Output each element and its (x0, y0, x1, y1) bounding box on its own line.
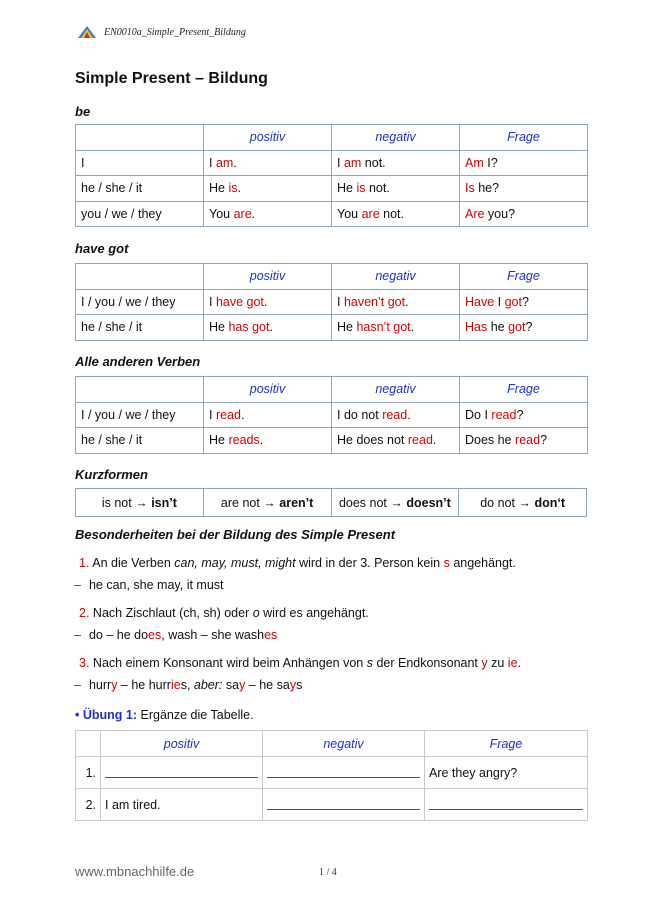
highlighted-text: Is (465, 181, 475, 196)
table-header-row (76, 377, 588, 403)
highlighted-text: es (148, 628, 162, 642)
question-form-cell (460, 201, 588, 227)
question-form-cell (460, 315, 588, 341)
negative-form-cell (332, 176, 460, 202)
highlighted-text: got (508, 320, 526, 335)
exercise-header-row (76, 731, 588, 757)
text-segment: He (209, 433, 229, 448)
text-segment: not. (365, 181, 390, 196)
subject-cell: he / she / it (76, 315, 204, 341)
exercise-heading (75, 708, 254, 722)
exercise-blank-cell (425, 789, 588, 821)
long-form: are not → (220, 495, 276, 510)
text-segment: – he hurr (117, 678, 171, 692)
header-positiv: positiv (204, 125, 332, 151)
text-segment: der Endkonsonant (372, 656, 482, 670)
text-segment: ? (525, 320, 533, 335)
header-negativ: negativ (332, 125, 460, 151)
highlighted-text: ie (170, 678, 181, 692)
table-row (76, 150, 588, 176)
rule-example-2 (74, 628, 277, 642)
exercise-blank-cell (263, 789, 425, 821)
conjugation-table-other-verbs (75, 376, 588, 454)
highlighted-text: has got (228, 320, 270, 335)
text-segment: ? (516, 407, 524, 422)
text-segment: He (209, 320, 229, 335)
positive-form-cell (204, 150, 332, 176)
text-segment: He (209, 181, 229, 196)
highlighted-text: s (443, 556, 450, 570)
italic-text: can, may, must, might (174, 556, 296, 570)
question-form-cell (460, 402, 588, 428)
italic-text: o (252, 606, 260, 620)
highlighted-text: haven’t got (343, 294, 406, 309)
negative-form-cell (332, 201, 460, 227)
highlighted-text: is (228, 181, 238, 196)
table-row (76, 289, 588, 315)
long-form: is not → (101, 495, 148, 510)
header-frage: Frage (460, 125, 588, 151)
highlighted-text: is (356, 181, 366, 196)
text-segment: I (209, 155, 216, 170)
negative-form-cell (332, 150, 460, 176)
dash-marker: – (74, 678, 81, 692)
answer-blank-line[interactable] (105, 777, 258, 778)
header-negativ: negativ (332, 377, 460, 403)
text-segment: You (337, 206, 362, 221)
positive-form-cell (204, 428, 332, 454)
table-row (76, 176, 588, 202)
text-segment: I (209, 294, 216, 309)
text-segment: zu (487, 656, 508, 670)
header-positiv: positiv (204, 377, 332, 403)
section-title-have-got: have got (75, 241, 129, 256)
text-segment: Does he (465, 433, 516, 448)
rule-number: 3. (79, 656, 90, 670)
highlighted-text: read (215, 407, 241, 422)
text-segment: . (432, 433, 437, 448)
text-segment: wird es angehängt. (259, 606, 369, 620)
negative-form-cell (332, 315, 460, 341)
header-frage: Frage (460, 264, 588, 290)
text-segment: . (405, 294, 409, 309)
text-segment: he can, she may, it must (88, 578, 224, 592)
positive-form-cell (204, 402, 332, 428)
conjugation-table-be (75, 124, 588, 227)
text-segment: I (209, 407, 216, 422)
text-segment: , wash – she wash (161, 628, 265, 642)
positive-form-cell (204, 289, 332, 315)
answer-blank-line[interactable] (267, 777, 420, 778)
text-segment: s (296, 678, 303, 692)
bullet: • (75, 708, 80, 722)
text-segment: . (240, 407, 245, 422)
exercise-blank-cell (101, 757, 263, 789)
positive-form-cell (204, 201, 332, 227)
short-form-cell (331, 489, 459, 517)
highlighted-text: y (111, 678, 118, 692)
text-segment: do – he do (88, 628, 149, 642)
dash-marker: – (74, 628, 81, 642)
document-code: EN0010a_Simple_Present_Bildung (104, 26, 246, 38)
negative-form-cell (332, 289, 460, 315)
text-segment: ? (522, 294, 529, 309)
text-segment: I do not (337, 407, 383, 422)
text-segment: I (494, 294, 505, 309)
exercise-table (75, 730, 588, 821)
text-segment: An die Verben (92, 556, 175, 570)
text-segment: not. (361, 155, 386, 170)
highlighted-text: read (407, 433, 433, 448)
table-row (76, 201, 588, 227)
subject-cell: I / you / we / they (76, 402, 204, 428)
subject-cell: you / we / they (76, 201, 204, 227)
positive-form-cell (204, 315, 332, 341)
section-title-short-forms: Kurzformen (75, 467, 148, 482)
header-frage: Frage (460, 377, 588, 403)
header-positiv: positiv (101, 731, 263, 757)
special-rules-title: Besonderheiten bei der Bildung des Simple Present (75, 527, 396, 542)
subject-cell: he / she / it (76, 176, 204, 202)
positive-form-cell (204, 176, 332, 202)
text-segment: . (237, 181, 241, 196)
highlighted-text: reads (228, 433, 260, 448)
header-cell-empty (76, 377, 204, 403)
negative-form-cell (332, 402, 460, 428)
text-segment: . (251, 206, 256, 221)
page-title: Simple Present – Bildung (75, 70, 268, 87)
subject-cell: he / she / it (76, 428, 204, 454)
header-frage: Frage (425, 731, 588, 757)
header-positiv: positiv (204, 264, 332, 290)
text-segment: . (269, 320, 273, 335)
answer-blank-line[interactable] (429, 809, 583, 810)
exercise-given-answer: I am tired. (101, 789, 263, 821)
highlighted-text: es (264, 628, 278, 642)
long-form: do not → (480, 495, 531, 510)
table-row (76, 315, 588, 341)
text-segment: s, (180, 678, 194, 692)
text-segment: He does not (337, 433, 408, 448)
highlighted-text: hasn’t got (356, 320, 411, 335)
rule-number: 2. (79, 606, 90, 620)
short-form: aren’t (279, 495, 314, 510)
highlighted-text: are (233, 206, 252, 221)
highlighted-text: Have (465, 294, 495, 309)
page-header (78, 26, 246, 38)
rule-example-3 (74, 678, 302, 692)
text-segment: . (517, 656, 522, 670)
highlighted-text: read (515, 433, 541, 448)
text-segment: . (263, 294, 268, 309)
exercise-blank-cell (263, 757, 425, 789)
footer-url[interactable]: www.mbnachhilfe.de (75, 864, 195, 879)
question-form-cell (460, 150, 588, 176)
short-forms-table (75, 488, 587, 517)
text-segment: not. (379, 206, 404, 221)
highlighted-text: have got (215, 294, 264, 309)
header-negativ: negativ (332, 264, 460, 290)
question-form-cell (460, 176, 588, 202)
text-segment: angehängt. (449, 556, 516, 570)
rule-3 (79, 656, 521, 670)
dash-marker: – (74, 578, 81, 592)
short-form: isn’t (151, 495, 177, 510)
text-segment: Do I (465, 407, 492, 422)
text-segment: ? (540, 433, 548, 448)
table-row (76, 402, 588, 428)
text-segment: sa (222, 678, 240, 692)
highlighted-text: am (215, 155, 234, 170)
negative-form-cell (332, 428, 460, 454)
text-segment: I? (483, 155, 498, 170)
highlighted-text: ie (507, 656, 518, 670)
table-header-row (76, 264, 588, 290)
section-title-be: be (75, 104, 91, 119)
text-segment: I (337, 155, 344, 170)
text-segment: wird in der 3. Person kein (295, 556, 444, 570)
rule-1 (79, 556, 516, 570)
highlighted-text: Has (465, 320, 488, 335)
table-header-row (76, 125, 588, 151)
header-cell-empty (76, 731, 101, 757)
rule-2 (79, 606, 369, 620)
text-segment: – he sa (245, 678, 290, 692)
text-segment: . (410, 320, 415, 335)
short-forms-row (76, 489, 587, 517)
text-segment: I (337, 294, 344, 309)
answer-blank-line[interactable] (267, 809, 420, 810)
header-cell-empty (76, 264, 204, 290)
rule-number: 1. (79, 556, 90, 570)
exercise-instruction: Ergänze die Tabelle. (140, 708, 254, 722)
text-segment: . (233, 155, 237, 170)
rule-example-1 (74, 578, 224, 592)
text-segment: You (209, 206, 234, 221)
exercise-given-answer: Are they angry? (425, 757, 588, 789)
highlighted-text: y (239, 678, 246, 692)
highlighted-text: y (289, 678, 297, 692)
long-form: does not → (338, 495, 403, 510)
italic-text: s (366, 656, 373, 670)
table-row (76, 428, 588, 454)
text-segment: you? (484, 206, 516, 221)
text-segment: he (487, 320, 509, 335)
logo-icon (78, 26, 96, 38)
subject-cell: I (76, 150, 204, 176)
text-segment: . (407, 407, 411, 422)
highlighted-text: y (481, 656, 488, 670)
question-form-cell (460, 428, 588, 454)
conjugation-table-have-got (75, 263, 588, 341)
short-form: don‘t (534, 495, 565, 510)
text-segment: He (337, 181, 357, 196)
highlighted-text: Am (465, 155, 484, 170)
text-segment: Nach einem Konsonant wird beim Anhängen von (92, 656, 367, 670)
highlighted-text: am (343, 155, 362, 170)
text-segment: Nach Zischlaut (ch, sh) oder (92, 606, 253, 620)
highlighted-text: read (382, 407, 408, 422)
exercise-number: 1. (76, 757, 101, 789)
text-segment: . (259, 433, 264, 448)
short-form-cell (459, 489, 587, 517)
question-form-cell (460, 289, 588, 315)
exercise-number: 2. (76, 789, 101, 821)
text-segment: he? (474, 181, 500, 196)
page-number: 1 / 4 (319, 867, 337, 878)
short-form-cell (76, 489, 204, 517)
short-form: doesn’t (406, 495, 451, 510)
highlighted-text: got (504, 294, 522, 309)
short-form-cell (203, 489, 331, 517)
exercise-label: Übung 1: (82, 708, 138, 722)
text-segment: hurr (88, 678, 112, 692)
highlighted-text: Are (465, 206, 485, 221)
highlighted-text: read (491, 407, 517, 422)
italic-text: aber: (193, 678, 223, 692)
header-negativ: negativ (263, 731, 425, 757)
section-title-other-verbs: Alle anderen Verben (75, 354, 201, 369)
text-segment: He (337, 320, 357, 335)
header-cell-empty (76, 125, 204, 151)
exercise-row (76, 789, 588, 821)
subject-cell: I / you / we / they (76, 289, 204, 315)
exercise-row (76, 757, 588, 789)
highlighted-text: are (361, 206, 380, 221)
